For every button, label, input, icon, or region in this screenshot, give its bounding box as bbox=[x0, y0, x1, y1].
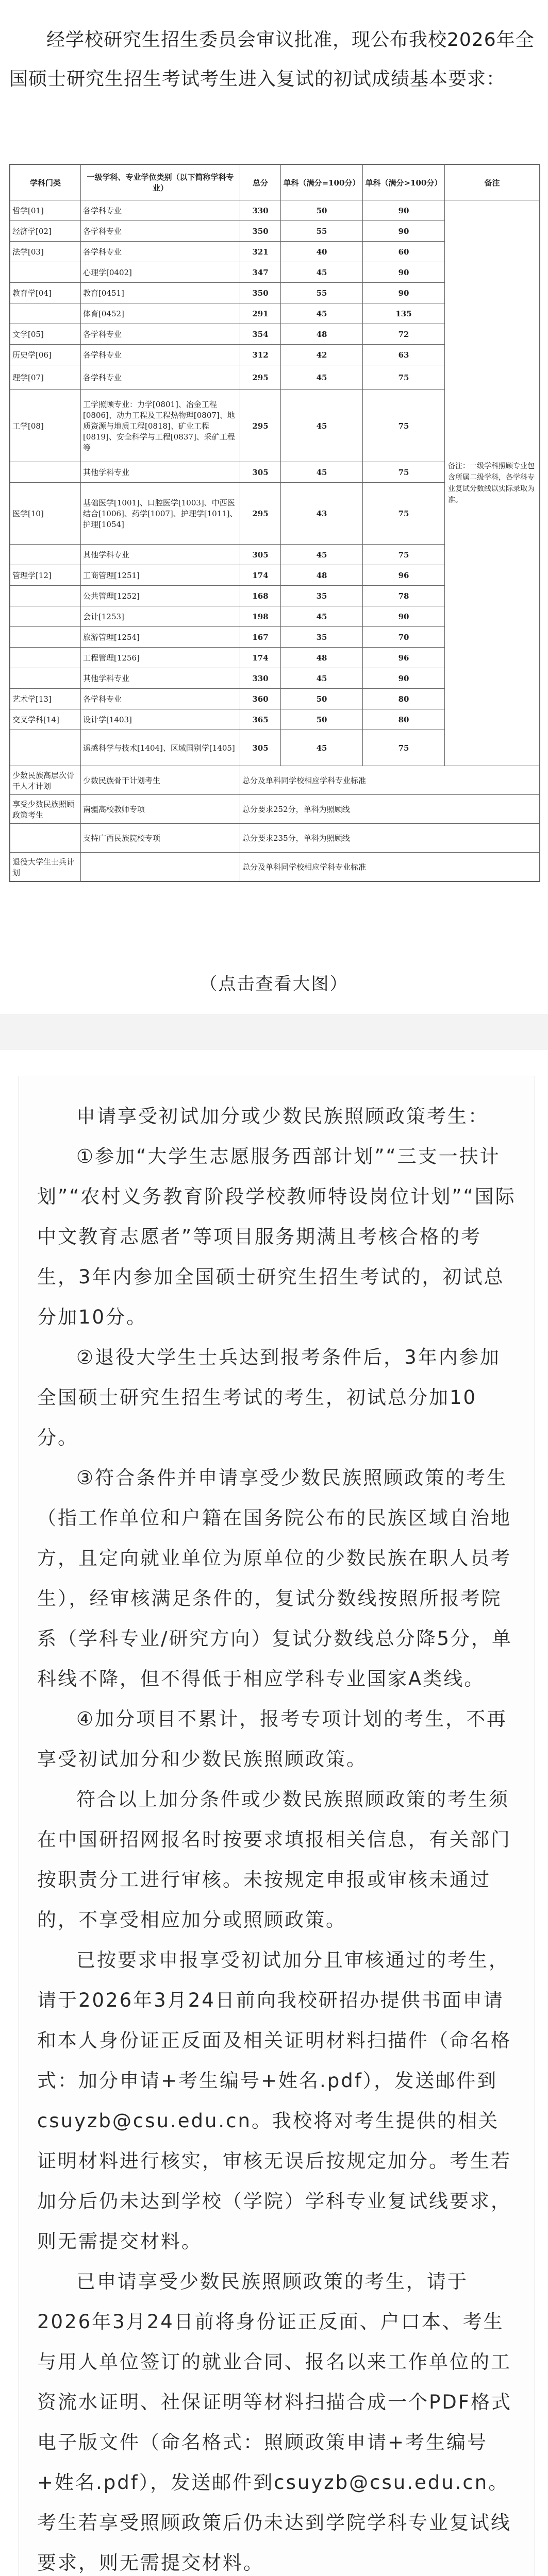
table-row bbox=[10, 766, 540, 795]
single-100-cell: 42 bbox=[281, 345, 363, 365]
single-gt100-cell: 75 bbox=[363, 730, 445, 766]
single-100-cell: 40 bbox=[281, 242, 363, 262]
table-row bbox=[10, 853, 540, 882]
intro-paragraph: 经学校研究生招生委员会审议批准，现公布我校2026年全国硕士研究生招生考试考生进入复试的初试成绩基本要求： bbox=[9, 29, 535, 90]
total-score-cell: 174 bbox=[240, 565, 281, 586]
subject-cell: 其他学科专业 bbox=[81, 668, 240, 689]
single-gt100-cell: 80 bbox=[363, 689, 445, 709]
subject-cell: 其他学科专业 bbox=[81, 462, 240, 483]
subject-cell: 公共管理[1252] bbox=[81, 586, 240, 606]
single-gt100-cell: 90 bbox=[363, 283, 445, 303]
discipline-cell: 工学[08] bbox=[10, 390, 81, 462]
table-header: 一级学科、专业学位类别（以下简称学科专业） bbox=[81, 165, 240, 200]
subject-cell: 其他学科专业 bbox=[81, 545, 240, 565]
notice-paragraph: 已按要求申报享受初试加分且审核通过的考生，请于2026年3月24日前向我校研招办提供书面申请和本人身份证正反面及相关证明材料扫描件（命名格式：加分申请+考生编号+姓名.pdf），发送邮件到csuyzb@csu.edu.cn。我校将对考生提供的相关证明材料进行核实，审核无误后按规定加分。考生若加分后仍未达到学校（学院）学科专业复试线要求，则无需提交材料。 bbox=[37, 1949, 511, 2252]
table-row bbox=[10, 200, 540, 221]
single-100-cell: 48 bbox=[281, 324, 363, 345]
total-score-cell: 360 bbox=[240, 689, 281, 709]
subject-cell: 各学科专业 bbox=[81, 689, 240, 709]
total-score-cell: 305 bbox=[240, 462, 281, 483]
discipline-cell: 艺术学[13] bbox=[10, 689, 81, 709]
single-gt100-cell: 96 bbox=[363, 648, 445, 668]
note-cell: 备注：一级学科照顾专业包含所属二级学科，各学科专业复试分数线以实际录取为准。 bbox=[445, 200, 540, 766]
discipline-cell: 历史学[06] bbox=[10, 345, 81, 365]
single-gt100-cell: 75 bbox=[363, 545, 445, 565]
subject-cell: 南疆高校教师专项 bbox=[81, 795, 240, 824]
single-100-cell: 45 bbox=[281, 545, 363, 565]
rule-cell: 总分要求252分，单科为照顾线 bbox=[240, 795, 540, 824]
table-body bbox=[10, 200, 540, 882]
subject-cell: 各学科专业 bbox=[81, 221, 240, 242]
subject-cell: 教育[0451] bbox=[81, 283, 240, 303]
single-gt100-cell: 75 bbox=[363, 462, 445, 483]
single-100-cell: 55 bbox=[281, 283, 363, 303]
rule-cell: 总分及单科同学校相应学科专业标准 bbox=[240, 853, 540, 882]
single-gt100-cell: 90 bbox=[363, 262, 445, 283]
single-100-cell: 35 bbox=[281, 627, 363, 648]
notice-paragraph: 符合以上加分条件或少数民族照顾政策的考生须在中国研招网报名时按要求填报相关信息，有关部门按职责分工进行审核。未按规定申报或审核未通过的，不享受相应加分或照顾政策。 bbox=[37, 1788, 511, 1931]
subject-cell: 工程管理[1256] bbox=[81, 648, 240, 668]
single-100-cell: 45 bbox=[281, 262, 363, 283]
discipline-cell bbox=[10, 606, 81, 627]
total-score-cell: 291 bbox=[240, 303, 281, 324]
single-100-cell: 50 bbox=[281, 689, 363, 709]
subject-cell: 各学科专业 bbox=[81, 365, 240, 390]
single-gt100-cell: 90 bbox=[363, 606, 445, 627]
single-100-cell: 50 bbox=[281, 200, 363, 221]
notice-paragraph: 已申请享受少数民族照顾政策的考生，请于2026年3月24日前将身份证正反面、户口本、考生与用人单位签订的就业合同、报名以来工作单位的工资流水证明、社保证明等材料扫描合成一个PDF格式电子版文件（命名格式：照顾政策申请+考生编号+姓名.pdf），发送邮件到csuyzb@csu.edu.cn。考生若享受照顾政策后仍未达到学院学科专业复试线要求，则无需提交材料。 bbox=[37, 2270, 512, 2574]
subject-cell: 遥感科学与技术[1404]、区域国别学[1405] bbox=[81, 730, 240, 766]
single-gt100-cell: 63 bbox=[363, 345, 445, 365]
total-score-cell: 350 bbox=[240, 283, 281, 303]
rule-cell: 总分及单科同学校相应学科专业标准 bbox=[240, 766, 540, 795]
subject-cell: 工商管理[1251] bbox=[81, 565, 240, 586]
notice-paragraph: ③符合条件并申请享受少数民族照顾政策的考生（指工作单位和户籍在国务院公布的民族区域自治地方，且定向就业单位为原单位的少数民族在职人员考生），经审核满足条件的，复试分数线按照所报考院系（学科专业/研究方向）复试分数线总分降5分，单科线不降，但不得低于相应学科专业国家A类线。 bbox=[37, 1467, 513, 1690]
total-score-cell: 365 bbox=[240, 709, 281, 730]
total-score-cell: 330 bbox=[240, 200, 281, 221]
subject-cell: 体育[0452] bbox=[81, 303, 240, 324]
total-score-cell: 321 bbox=[240, 242, 281, 262]
discipline-cell: 管理学[12] bbox=[10, 565, 81, 586]
total-score-cell: 198 bbox=[240, 606, 281, 627]
subject-cell: 旅游管理[1254] bbox=[81, 627, 240, 648]
total-score-cell: 167 bbox=[240, 627, 281, 648]
click-to-enlarge-caption[interactable]: （点击查看大图） bbox=[200, 974, 348, 994]
total-score-cell: 312 bbox=[240, 345, 281, 365]
discipline-cell bbox=[10, 262, 81, 283]
intro-text-block bbox=[9, 21, 540, 99]
notice-text bbox=[37, 1096, 517, 2576]
discipline-cell: 医学[10] bbox=[10, 483, 81, 545]
single-100-cell: 45 bbox=[281, 303, 363, 324]
total-score-cell: 305 bbox=[240, 730, 281, 766]
single-gt100-cell: 75 bbox=[363, 365, 445, 390]
single-100-cell: 48 bbox=[281, 565, 363, 586]
single-gt100-cell: 80 bbox=[363, 709, 445, 730]
total-score-cell: 295 bbox=[240, 390, 281, 462]
discipline-cell bbox=[10, 545, 81, 565]
single-100-cell: 55 bbox=[281, 221, 363, 242]
notice-paragraph: 申请享受初试加分或少数民族照顾政策考生： bbox=[76, 1105, 489, 1127]
table-row bbox=[10, 824, 540, 853]
discipline-cell: 教育学[04] bbox=[10, 283, 81, 303]
discipline-cell bbox=[10, 303, 81, 324]
subject-cell: 少数民族骨干计划考生 bbox=[81, 766, 240, 795]
single-gt100-cell: 96 bbox=[363, 565, 445, 586]
notice-paragraph: ④加分项目不累计，报考专项计划的考生，不再享受初试加分和少数民族照顾政策。 bbox=[37, 1708, 508, 1770]
score-requirements-table[interactable] bbox=[9, 164, 540, 882]
single-gt100-cell: 72 bbox=[363, 324, 445, 345]
single-100-cell: 45 bbox=[281, 365, 363, 390]
single-gt100-cell: 90 bbox=[363, 668, 445, 689]
discipline-cell bbox=[10, 627, 81, 648]
discipline-cell: 哲学[01] bbox=[10, 200, 81, 221]
single-gt100-cell: 75 bbox=[363, 390, 445, 462]
subject-cell: 支持广西民族院校专项 bbox=[81, 824, 240, 853]
discipline-cell: 退役大学生士兵计划 bbox=[10, 853, 81, 882]
single-gt100-cell: 135 bbox=[363, 303, 445, 324]
single-100-cell: 45 bbox=[281, 668, 363, 689]
notice-section bbox=[0, 1076, 548, 2576]
single-100-cell: 45 bbox=[281, 606, 363, 627]
subject-cell: 基础医学[1001]、口腔医学[1003]、中西医结合[1006]、药学[1007]、护理学[1011]、护理[1054] bbox=[81, 483, 240, 545]
discipline-cell bbox=[10, 586, 81, 606]
discipline-cell bbox=[10, 462, 81, 483]
table-header: 总分 bbox=[240, 165, 281, 200]
discipline-cell: 文学[05] bbox=[10, 324, 81, 345]
total-score-cell: 330 bbox=[240, 668, 281, 689]
total-score-cell: 295 bbox=[240, 483, 281, 545]
subject-cell: 各学科专业 bbox=[81, 242, 240, 262]
total-score-cell: 168 bbox=[240, 586, 281, 606]
subject-cell: 各学科专业 bbox=[81, 345, 240, 365]
single-gt100-cell: 90 bbox=[363, 221, 445, 242]
rule-cell: 总分要求235分，单科为照顾线 bbox=[240, 824, 540, 853]
subject-cell bbox=[81, 853, 240, 882]
table-header-row bbox=[10, 165, 540, 200]
total-score-cell: 295 bbox=[240, 365, 281, 390]
subject-cell: 设计学[1403] bbox=[81, 709, 240, 730]
single-gt100-cell: 90 bbox=[363, 200, 445, 221]
total-score-cell: 350 bbox=[240, 221, 281, 242]
discipline-cell: 法学[03] bbox=[10, 242, 81, 262]
discipline-cell: 少数民族高层次骨干人才计划 bbox=[10, 766, 81, 795]
single-gt100-cell: 78 bbox=[363, 586, 445, 606]
notice-paragraph: ②退役大学生士兵达到报考条件后，3年内参加全国硕士研究生招生考试的考生，初试总分加10分。 bbox=[37, 1346, 501, 1449]
discipline-cell bbox=[10, 730, 81, 766]
total-score-cell: 347 bbox=[240, 262, 281, 283]
discipline-cell: 交叉学科[14] bbox=[10, 709, 81, 730]
single-gt100-cell: 75 bbox=[363, 483, 445, 545]
table-header: 备注 bbox=[445, 165, 540, 200]
discipline-cell bbox=[10, 668, 81, 689]
single-100-cell: 48 bbox=[281, 648, 363, 668]
table-header: 单科（满分>100分） bbox=[363, 165, 445, 200]
discipline-cell: 经济学[02] bbox=[10, 221, 81, 242]
discipline-cell: 享受少数民族照顾政策考生 bbox=[10, 795, 81, 824]
section-divider bbox=[0, 1014, 548, 1050]
subject-cell: 各学科专业 bbox=[81, 200, 240, 221]
table-row bbox=[10, 795, 540, 824]
subject-cell: 各学科专业 bbox=[81, 324, 240, 345]
discipline-cell bbox=[10, 648, 81, 668]
single-100-cell: 45 bbox=[281, 390, 363, 462]
subject-cell: 工学照顾专业：力学[0801]、冶金工程[0806]、动力工程及工程热物理[0807]、地质资源与地质工程[0818]、矿业工程[0819]、安全科学与工程[0837]、采矿工程等 bbox=[81, 390, 240, 462]
single-100-cell: 35 bbox=[281, 586, 363, 606]
single-100-cell: 43 bbox=[281, 483, 363, 545]
total-score-cell: 174 bbox=[240, 648, 281, 668]
notice-paragraph: ①参加“大学生志愿服务西部计划”“三支一扶计划”“农村义务教育阶段学校教师特设岗位计划”“国际中文教育志愿者”等项目服务期满且考核合格的考生，3年内参加全国硕士研究生招生考试的，初试总分加10分。 bbox=[37, 1145, 516, 1328]
single-gt100-cell: 60 bbox=[363, 242, 445, 262]
total-score-cell: 354 bbox=[240, 324, 281, 345]
subject-cell: 会计[1253] bbox=[81, 606, 240, 627]
discipline-cell bbox=[10, 824, 81, 853]
single-100-cell: 50 bbox=[281, 709, 363, 730]
subject-cell: 心理学[0402] bbox=[81, 262, 240, 283]
table-header: 学科门类 bbox=[10, 165, 81, 200]
single-gt100-cell: 70 bbox=[363, 627, 445, 648]
total-score-cell: 305 bbox=[240, 545, 281, 565]
discipline-cell: 理学[07] bbox=[10, 365, 81, 390]
single-100-cell: 45 bbox=[281, 730, 363, 766]
single-100-cell: 45 bbox=[281, 462, 363, 483]
table-header: 单科（满分=100分） bbox=[281, 165, 363, 200]
